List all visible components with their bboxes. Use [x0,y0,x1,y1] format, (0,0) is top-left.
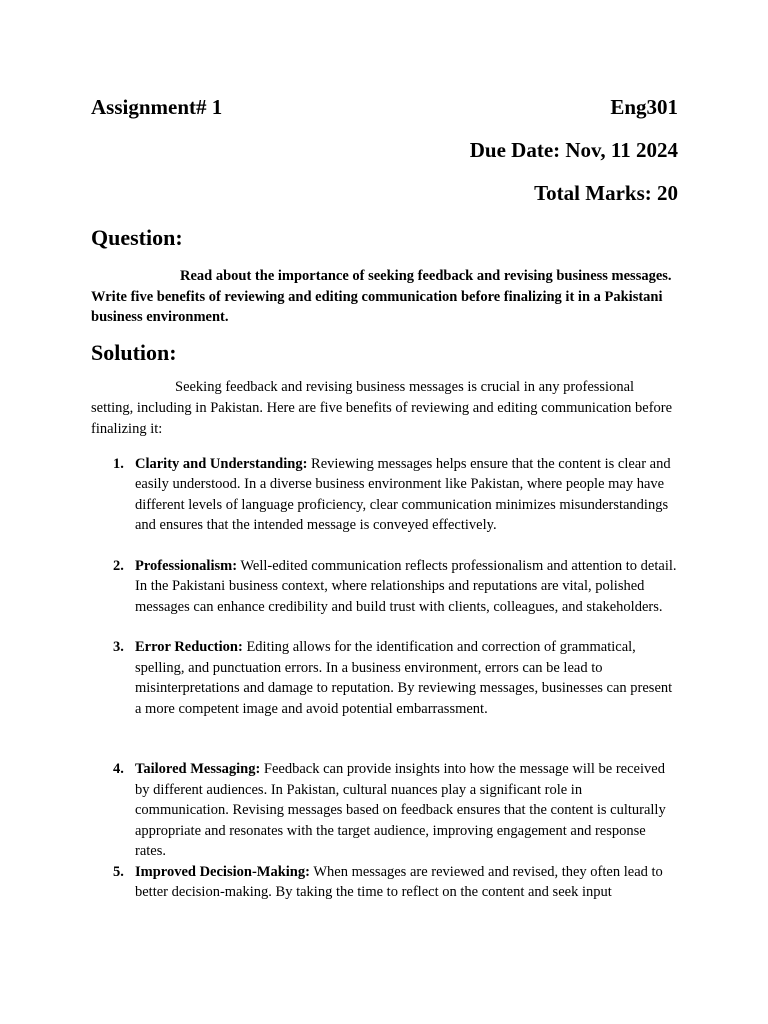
course-code: Eng301 [610,95,678,119]
list-item-title: Professionalism: [135,557,238,574]
list-item-text: Editing allows for the identification and correction of grammatical, spelling, and punctuation errors. In a business environment, errors can be lead to misinterpretations and damage to reputation. By reviewing messages, businesses can present a more competent image and avoid potential embarrassment. [135,639,673,717]
list-item [91,862,678,903]
list-item-title: Clarity and Understanding: [135,455,308,472]
question-text: Read about the importance of seeking feedback and revising business messages. Write five benefits of reviewing and editing communication before finalizing it in a Pakistani business environment. [91,268,672,325]
list-item-title: Error Reduction: [135,639,243,655]
question-heading: Question: [91,225,183,250]
list-item-text: Reviewing messages helps ensure that the content is clear and easily understood. In a diverse business environment like Pakistan, where people may have different levels of language proficiency, clear communication minimizes misunderstandings and ensures that the intended message is conveyed effectively. [135,455,671,533]
list-item-text: When messages are reviewed and revised, they often lead to better decision-making. By taking the time to reflect on the content and seek input [135,863,663,900]
list-item-title: Tailored Messaging: [135,761,261,777]
list-item-text: Well-edited communication reflects professionalism and attention to detail. In the Pakistani business context, where relationships and reputations are vital, polished messages can enhance credibility and build trust with clients, colleagues, and stakeholders. [135,557,677,615]
list-item [91,637,678,719]
benefits-list [91,454,678,903]
list-item [91,556,678,618]
list-item-number: 5. [113,863,124,880]
list-item-number: 1. [113,455,124,472]
assignment-title: Assignment# 1 [91,95,223,119]
header-row [91,92,678,122]
document-page [91,92,678,903]
due-date: Due Date: Nov, 11 2024 [469,138,678,162]
solution-heading: Solution: [91,339,177,365]
solution-intro: Seeking feedback and revising business messages is crucial in any professional setting, including in Pakistan. Here are five benefits of reviewing and editing communication before finalizing it: [91,378,673,437]
list-item [91,454,678,536]
list-item-number: 2. [113,557,124,574]
list-item-title: Improved Decision-Making: [135,863,310,880]
list-item-number: 3. [113,639,124,655]
total-marks: Total Marks: 20 [534,181,678,205]
list-item-text: Feedback can provide insights into how the message will be received by different audiences. In Pakistan, cultural nuances play a significant role in communication. Revising messages based on feedback ensures that the content is culturally appropriate and resonates with the target audience, improving engagement and response rates. [135,761,666,859]
list-item [91,759,678,862]
list-item-number: 4. [113,761,124,777]
